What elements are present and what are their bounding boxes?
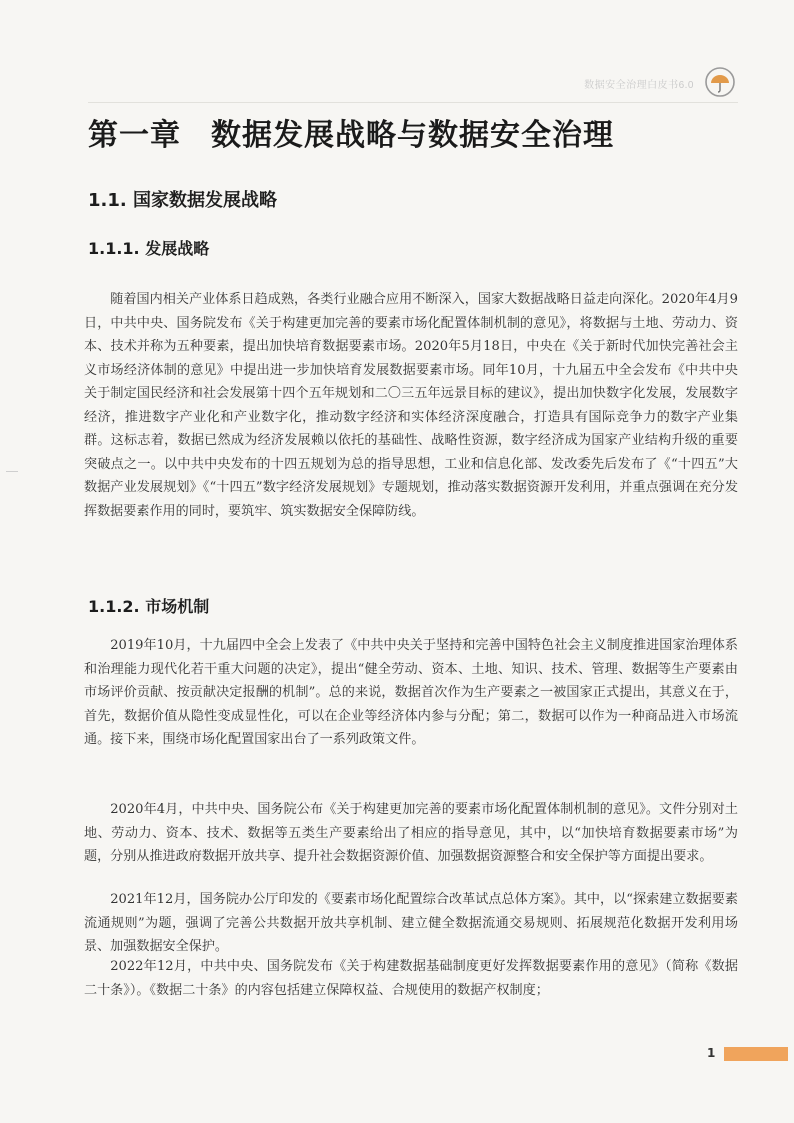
header-divider: [88, 102, 738, 103]
page-tab-accent: [724, 1047, 788, 1061]
chapter-title: [88, 110, 614, 154]
paragraph-market-mechanism-2020: 2020年4月，中共中央、国务院公布《关于构建更加完善的要素市场化配置体制机制的意见》。文件分别对土地、劳动力、资本、技术、数据等五类生产要素给出了相应的指导意见，其中，以“加快培育数据要素市场”为题，分别从推进政府数据开放共享、提升社会数据资源价值、加强数据资源整合和安全保护等方面提出要求。: [84, 802, 738, 864]
chapter-heading: 数据发展战略与数据安全治理: [211, 118, 614, 153]
running-header: 数据安全治理白皮书6.0: [584, 80, 694, 91]
margin-mark: [6, 471, 18, 472]
page-number: 1: [707, 1046, 716, 1060]
section-heading-1-1-1: 1.1.1. 发展战略: [88, 239, 210, 258]
paragraph-development-strategy: 随着国内相关产业体系日趋成熟，各类行业融合应用不断深入，国家大数据战略日益走向深化。2020年4月9日，中共中央、国务院发布《关于构建更加完善的要素市场化配置体制机制的意见》，将数据与土地、劳动力、资本、技术并称为五种要素，提出加快培育数据要素市场。2020年5月18日，中央在《关于新时代加快完善社会主义市场经济体制的意见》中提出进一步加快培育发展数据要素市场。同年10月，十九届五中全会发布《中共中央关于制定国民经济和社会发展第十四个五年规划和二〇三五年远景目标的建议》，提出加快数字化发展，发展数字经济，推进数字产业化和产业数字化，推动数字经济和实体经济深度融合，打造具有国际竞争力的数字产业集群。这标志着，数据已然成为经济发展赖以依托的基础性、战略性资源，数字经济成为国家产业结构升级的重要突破点之一。以中共中央发布的十四五规划为总的指导思想，工业和信息化部、发改委先后发布了《“十四五”大数据产业发展规划》《“十四五”数字经济发展规划》专题规划，推动落实数据资源开发利用，并重点强调在充分发挥数据要素作用的同时，要筑牢、筑实数据安全保障防线。: [84, 292, 738, 519]
paragraph-market-mechanism-2022: 2022年12月，中共中央、国务院发布《关于构建数据基础制度更好发挥数据要素作用的意见》（简称《数据二十条》）。《数据二十条》的内容包括建立保障权益、合规使用的数据产权制度；: [84, 959, 738, 998]
paragraph-market-mechanism-2019: 2019年10月，十九届四中全会上发表了《中共中央关于坚持和完善中国特色社会主义制度推进国家治理体系和治理能力现代化若干重大问题的决定》，提出“健全劳动、资本、土地、知识、技术、管理、数据等生产要素由市场评价贡献、按贡献决定报酬的机制”。总的来说，数据首次作为生产要素之一被国家正式提出，其意义在于，首先，数据价值从隐性变成显性化，可以在企业等经济体内参与分配；第二，数据可以作为一种商品进入市场流通。接下来，围绕市场化配置国家出台了一系列政策文件。: [84, 638, 738, 747]
umbrella-logo-icon: [704, 66, 736, 98]
paragraph-market-mechanism-2021: 2021年12月，国务院办公厅印发的《要素市场化配置综合改革试点总体方案》。其中，以“探索建立数据要素流通规则”为题，强调了完善公共数据开放共享机制、建立健全数据流通交易规则、拓展规范化数据开发利用场景、加强数据安全保护。: [84, 892, 738, 954]
section-heading-1-1: 1.1. 国家数据发展战略: [88, 190, 277, 211]
chapter-label: 第一章: [88, 118, 181, 153]
section-heading-1-1-2: 1.1.2. 市场机制: [88, 597, 210, 616]
